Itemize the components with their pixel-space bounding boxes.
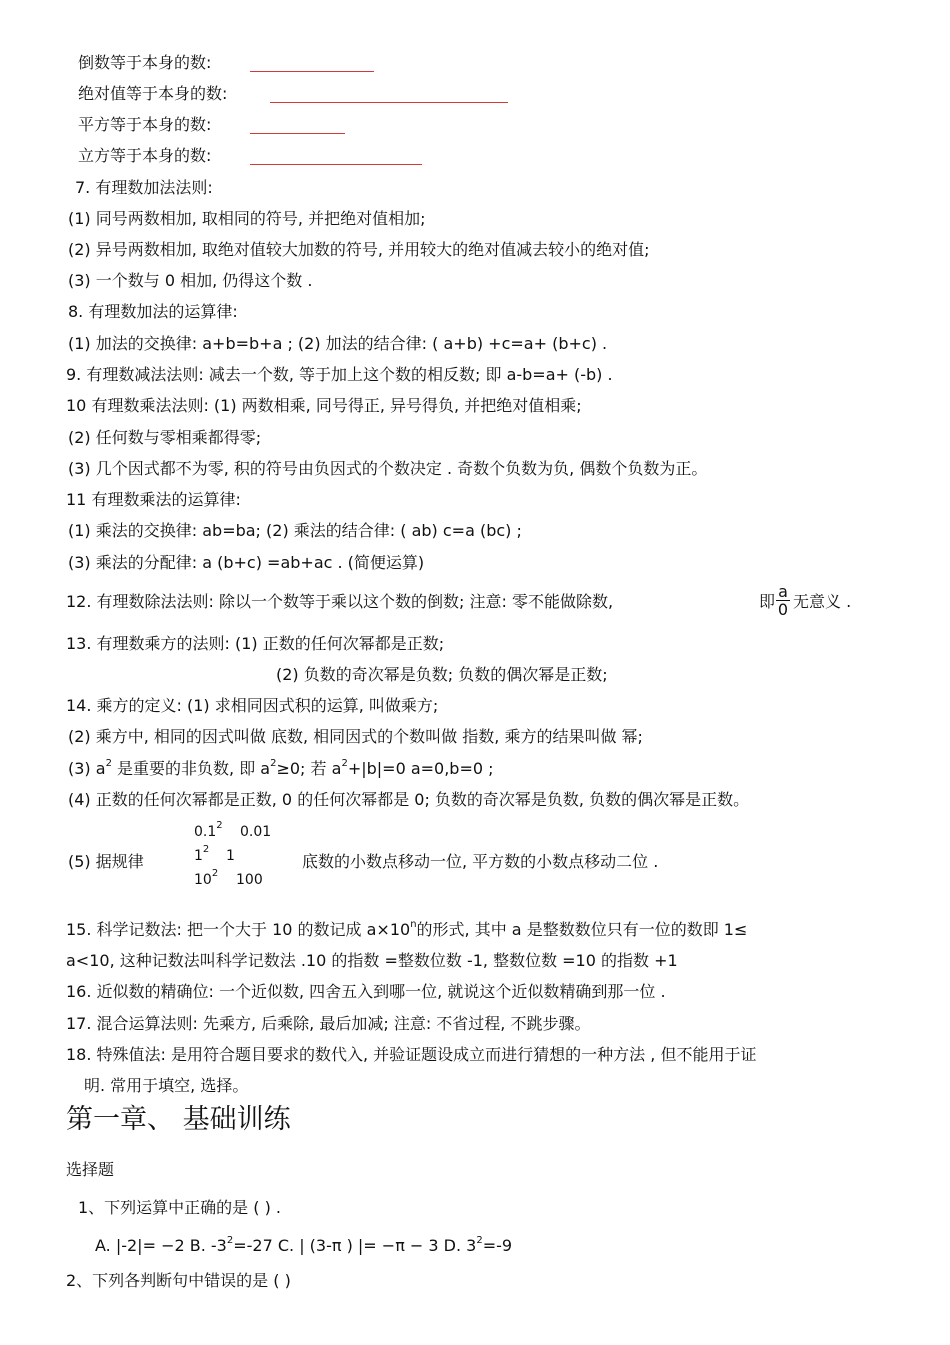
superscript: 2 — [341, 758, 348, 769]
text: ≥0; 若 a — [276, 759, 342, 778]
fraction-numerator: a — [778, 582, 788, 601]
item-7-2: (2) 异号两数相加, 取绝对值较大加数的符号, 并用较大的绝对值减去较小的绝对值; — [68, 240, 650, 259]
line-abs: 绝对值等于本身的数: — [78, 84, 228, 103]
blank-reciprocal[interactable] — [250, 71, 374, 72]
item-18: 18. 特殊值法: 是用符合题目要求的数代入, 并验证题设成立而进行猜想的一种方法 , 但不能用于证 — [66, 1045, 757, 1064]
line-cube: 立方等于本身的数: — [78, 146, 212, 165]
item-14-2: (2) 乘方中, 相同的因式叫做 底数, 相同因式的个数叫做 指数, 乘方的结果叫做 幂; — [68, 727, 643, 746]
item-17: 17. 混合运算法则: 先乘方, 后乘除, 最后加减; 注意: 不省过程, 不跳步骤。 — [66, 1014, 591, 1033]
text: +|b|=0 a=0,b=0 ; — [347, 759, 494, 778]
item-14-5: (5) 据规律 — [68, 852, 144, 871]
item-7: 7. 有理数加法法则: — [75, 178, 213, 197]
item-10-2: (2) 任何数与零相乘都得零; — [68, 428, 262, 447]
item-7-3: (3) 一个数与 0 相加, 仍得这个数 . — [68, 271, 313, 290]
item-12-ji: 即 — [759, 592, 776, 611]
text: 的形式, 其中 a 是整数数位只有一位的数即 1≤ — [416, 920, 748, 939]
rule-row-2-base — [194, 846, 209, 866]
question-1: 1、下列运算中正确的是 ( ) . — [78, 1198, 282, 1217]
item-14: 14. 乘方的定义: (1) 求相同因式积的运算, 叫做乘方; — [66, 696, 439, 715]
item-8: 8. 有理数加法的运算律: — [68, 302, 238, 321]
superscript: 2 — [216, 820, 223, 831]
chapter-heading: 第一章、 基础训练 — [66, 1104, 291, 1135]
item-13-2: (2) 负数的奇次幂是负数; 负数的偶次幂是正数; — [276, 665, 608, 684]
rule-row-3-base — [194, 870, 218, 890]
item-9: 9. 有理数减法法则: 减去一个数, 等于加上这个数的相反数; 即 a-b=a+ (-b) . — [66, 365, 613, 384]
item-13: 13. 有理数乘方的法则: (1) 正数的任何次幂都是正数; — [66, 634, 445, 653]
superscript: n — [410, 919, 417, 930]
item-18-cont: 明. 常用于填空, 选择。 — [84, 1076, 249, 1095]
text: 0.1 — [194, 824, 217, 840]
item-15-cont: a<10, 这种记数法叫科学记数法 .10 的指数 =整数位数 -1, 整数位数 =10 的指数 +1 — [66, 951, 678, 970]
superscript: 2 — [226, 1235, 234, 1246]
rule-row-1-base — [194, 822, 223, 842]
text: 是重要的非负数, 即 a — [111, 759, 271, 778]
blank-square[interactable] — [250, 133, 345, 134]
text: (3) a — [68, 759, 106, 778]
blank-cube[interactable] — [250, 164, 422, 165]
superscript: 2 — [202, 844, 210, 855]
item-14-5-desc: 底数的小数点移动一位, 平方数的小数点移动二位 . — [302, 852, 659, 871]
text: 10 — [194, 872, 212, 888]
question-1-options — [95, 1236, 512, 1256]
fraction-a-over-0 — [776, 583, 790, 618]
blank-abs[interactable] — [270, 102, 508, 103]
line-reciprocal: 倒数等于本身的数: — [78, 53, 212, 72]
superscript: 2 — [105, 758, 112, 769]
question-2: 2、下列各判断句中错误的是 ( ) — [66, 1271, 291, 1290]
item-14-3 — [68, 759, 494, 779]
rule-row-2-square: 1 — [226, 848, 235, 864]
item-11-3: (3) 乘法的分配律: a (b+c) =ab+ac . (简便运算) — [68, 553, 425, 572]
text: 15. 科学记数法: 把一个大于 10 的数记成 a×10 — [66, 920, 411, 939]
item-11: 11 有理数乘法的运算律: — [66, 490, 241, 509]
item-12: 12. 有理数除法法则: 除以一个数等于乘以这个数的倒数; 注意: 零不能做除数, — [66, 592, 614, 611]
item-11-1: (1) 乘法的交换律: ab=ba; (2) 乘法的结合律: ( ab) c=a (bc) ; — [68, 521, 522, 540]
text: 1 — [194, 848, 203, 864]
section-multiple-choice: 选择题 — [66, 1160, 115, 1179]
item-10-3: (3) 几个因式都不为零, 积的符号由负因式的个数决定 . 奇数个负数为负, 偶数个负数为正。 — [68, 459, 708, 478]
superscript: 2 — [270, 758, 277, 769]
item-8-1: (1) 加法的交换律: a+b=b+a ; (2) 加法的结合律: ( a+b) +c=a+ (b+c) . — [68, 334, 608, 353]
item-10: 10 有理数乘法法则: (1) 两数相乘, 同号得正, 异号得负, 并把绝对值相乘; — [66, 396, 582, 415]
line-square: 平方等于本身的数: — [78, 115, 212, 134]
item-12-end: 无意义 . — [793, 592, 852, 611]
text: =-9 — [482, 1236, 513, 1255]
item-15 — [66, 920, 747, 940]
text: =-27 C. | (3-π ) |= −π − 3 D. 3 — [233, 1236, 477, 1255]
superscript: 2 — [476, 1235, 483, 1246]
superscript: 2 — [211, 868, 219, 879]
item-14-4: (4) 正数的任何次幂都是正数, 0 的任何次幂都是 0; 负数的奇次幂是负数, 负数的偶次幂是正数。 — [68, 790, 750, 809]
rule-row-3-square: 100 — [236, 872, 263, 888]
text: A. |-2|= −2 B. -3 — [95, 1236, 227, 1255]
fraction-denominator: 0 — [777, 600, 789, 619]
item-7-1: (1) 同号两数相加, 取相同的符号, 并把绝对值相加; — [68, 209, 426, 228]
item-16: 16. 近似数的精确位: 一个近似数, 四舍五入到哪一位, 就说这个近似数精确到那一位 . — [66, 982, 666, 1001]
rule-row-1-square: 0.01 — [240, 824, 272, 840]
